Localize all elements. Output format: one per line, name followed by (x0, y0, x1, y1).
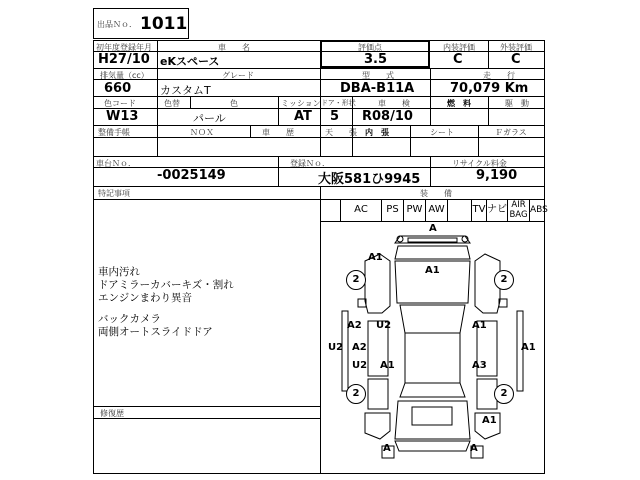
equip-abs: ABS (529, 199, 545, 221)
color-code-label: 色コード (104, 99, 136, 108)
mileage-label: 走 行 (483, 71, 515, 80)
maint-label: 整備手帳 (98, 128, 130, 137)
lot-number-box (93, 8, 189, 39)
damage-wheel-rr: 2 (494, 384, 514, 404)
remark-line: ドアミラーカバーキズ・割れ (98, 279, 234, 291)
fuel-label: 燃 料 (447, 99, 471, 108)
color-code-value: W13 (106, 109, 139, 124)
damage-right-front-door: A1 (472, 320, 487, 331)
car-name: eKスペース (160, 55, 220, 68)
damage-rear-bumper-right: A (470, 443, 478, 454)
interior-value: C (453, 52, 463, 67)
chassis-value: -0025149 (157, 168, 226, 183)
damage-left-front-door-2: U2 (376, 320, 392, 331)
damage-left-rear-door: U2 (352, 360, 368, 371)
equip-ac: AC (340, 199, 381, 221)
damage-left-pillar: A2 (352, 342, 367, 353)
mission-label: ミッション (281, 99, 321, 108)
car-label: 車 名 (218, 43, 250, 52)
lot-label: 出品Ｎｏ． (97, 20, 137, 29)
damage-left-sill: U2 (328, 342, 344, 353)
remarks-label: 特記事項 (98, 189, 130, 198)
mission-value: AT (294, 109, 312, 124)
color-value: パール (193, 112, 226, 125)
chassis-label: 車台Ｎｏ． (96, 159, 136, 168)
drive-label: 駆 動 (505, 99, 529, 108)
nox-label: ＮＯＸ (190, 128, 214, 137)
seat-label: シート (430, 128, 454, 137)
color-tone-label: 色替 (164, 99, 180, 108)
equip-ps: PS (381, 199, 403, 221)
equip-navi: ナビ (486, 199, 507, 221)
reg-label: 初年度登録年月 (96, 43, 152, 52)
recycle-value: 9,190 (476, 168, 518, 183)
recycle-label: リサイクル料金 (452, 159, 507, 168)
exterior-value: C (511, 52, 521, 67)
doors-label: ドア・形状 (321, 99, 356, 107)
interior-top-label: 内 張 (365, 128, 389, 137)
grade-value: カスタムT (160, 84, 211, 97)
color-label: 色 (230, 99, 238, 108)
cc-label: 排気量（cc） (100, 71, 149, 80)
damage-hood: A1 (425, 265, 440, 276)
damage-rear-bumper-left: A (383, 443, 391, 454)
equipment-label: 装 備 (420, 189, 452, 198)
repair-label: 修復歴 (100, 409, 124, 418)
remark-line: バックカメラ (98, 313, 161, 325)
remark-line: エンジンまわり異音 (98, 292, 192, 304)
damage-right-sill: A1 (521, 342, 536, 353)
plate-value: 大阪581ひ9945 (318, 172, 421, 187)
reg-date: H27/10 (98, 52, 150, 67)
equip-tv: TV (471, 199, 486, 221)
interior-label: 内装評価 (443, 43, 475, 52)
lot-number: 1011 (140, 14, 188, 34)
remark-line: 両側オートスライドドア (98, 326, 213, 338)
grade-label: グレード (222, 71, 254, 80)
equip-blank (447, 199, 471, 221)
equip-aw: AW (425, 199, 447, 221)
score-label: 評価点 (358, 43, 382, 52)
plate-label: 登録Ｎｏ． (290, 159, 330, 168)
equip-pw: PW (403, 199, 425, 221)
glass-label: Ｆガラス (495, 128, 527, 137)
equip-airbag: AIR BAG (507, 199, 529, 221)
damage-wheel-rl: 2 (346, 384, 366, 404)
damage-left-front-door: A2 (347, 320, 362, 331)
mileage-value: 70,079 Km (450, 81, 529, 96)
doors-value: 5 (330, 109, 340, 124)
model-value: DBA-B11A (340, 81, 415, 96)
damage-fender-left: A1 (368, 252, 383, 263)
score-value: 3.5 (364, 52, 388, 67)
remark-line: 車内汚れ (98, 266, 140, 278)
inspection-value: R08/10 (362, 109, 413, 124)
damage-left-rear-door-2: A1 (380, 360, 395, 371)
exterior-label: 外装評価 (500, 43, 532, 52)
damage-wheel-fr: 2 (494, 270, 514, 290)
inspection-label: 車 検 (378, 99, 410, 108)
damage-rear-quarter-right: A1 (482, 415, 497, 426)
history-label: 車 歴 (262, 128, 294, 137)
equipment-row (320, 199, 548, 221)
damage-front-bumper: A (429, 223, 437, 234)
roof-label: 天 張 (325, 128, 357, 137)
cc-value: 660 (104, 81, 132, 96)
damage-wheel-fl: 2 (346, 270, 366, 290)
model-label: 型 式 (362, 71, 394, 80)
damage-right-rear-door: A3 (472, 360, 487, 371)
